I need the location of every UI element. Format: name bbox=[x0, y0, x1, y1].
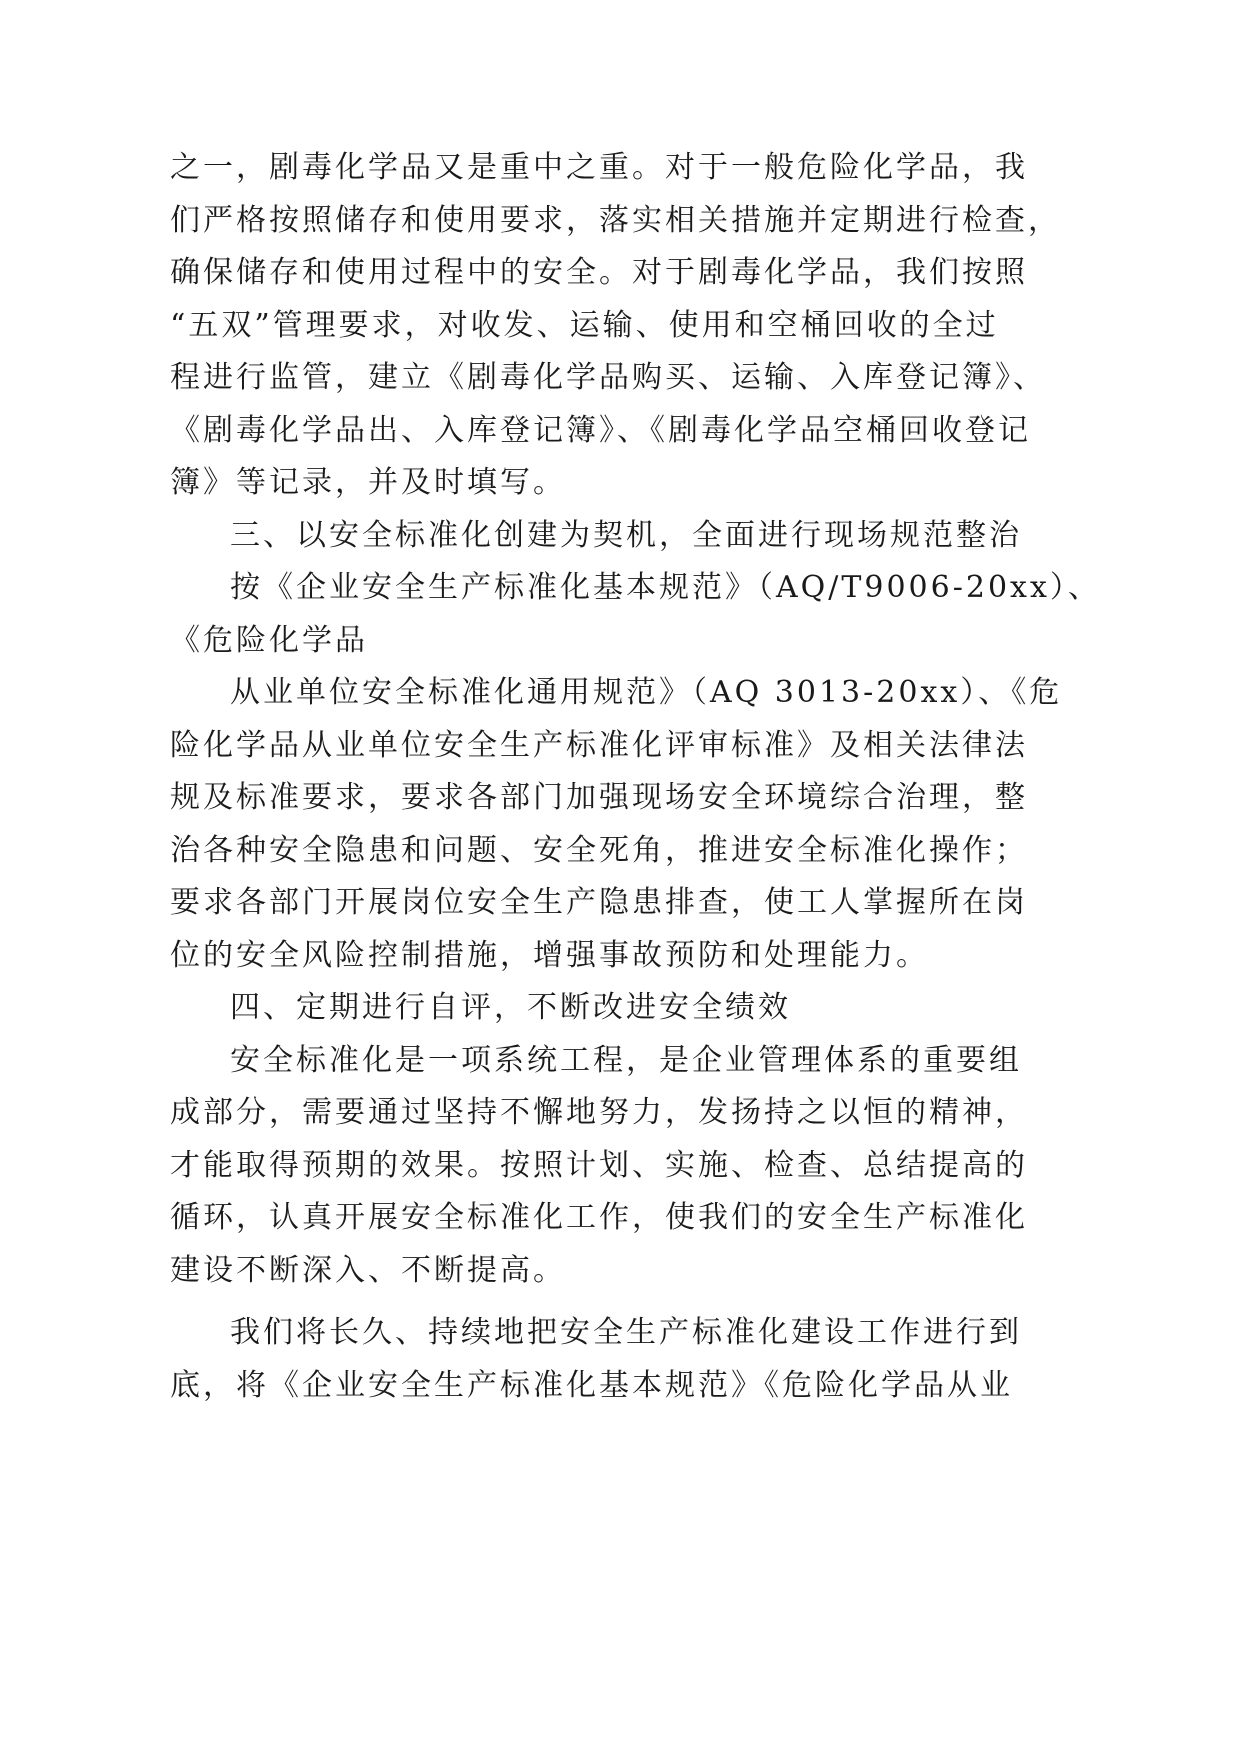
text-line: 我们将长久、持续地把安全生产标准化建设工作进行到 bbox=[230, 1315, 1022, 1350]
text-line: 按《企业安全生产标准化基本规范》（AQ/T9006-20xx）、 bbox=[230, 570, 1101, 605]
text-line: 治各种安全隐患和问题、安全死角，推进安全标准化操作； bbox=[170, 833, 1028, 868]
text-line: 确保储存和使用过程中的安全。对于剧毒化学品，我们按照 bbox=[170, 255, 1028, 290]
text-line: 安全标准化是一项系统工程，是企业管理体系的重要组 bbox=[230, 1043, 1022, 1078]
text-line: 成部分，需要通过坚持不懈地努力，发扬持之以恒的精神， bbox=[170, 1095, 1028, 1130]
text-line: “五双”管理要求，对收发、运输、使用和空桶回收的全过 bbox=[170, 308, 999, 343]
text-line: 底，将《企业安全生产标准化基本规范》《危险化学品从业 bbox=[170, 1368, 1013, 1403]
text-line: 之一，剧毒化学品又是重中之重。对于一般危险化学品，我 bbox=[170, 150, 1028, 185]
text-line: 循环，认真开展安全标准化工作，使我们的安全生产标准化 bbox=[170, 1200, 1028, 1235]
section-heading: 四、定期进行自评，不断改进安全绩效 bbox=[230, 990, 791, 1025]
text-line: 规及标准要求，要求各部门加强现场安全环境综合治理，整 bbox=[170, 780, 1028, 815]
text-line: 要求各部门开展岗位安全生产隐患排查，使工人掌握所在岗 bbox=[170, 885, 1028, 920]
text-line: 《危险化学品 bbox=[170, 623, 368, 658]
text-line: 建设不断深入、不断提高。 bbox=[170, 1253, 566, 1288]
text-line: 《剧毒化学品出、入库登记簿》、《剧毒化学品空桶回收登记 bbox=[170, 413, 1031, 448]
text-line: 才能取得预期的效果。按照计划、实施、检查、总结提高的 bbox=[170, 1148, 1028, 1183]
text-line: 们严格按照储存和使用要求，落实相关措施并定期进行检查， bbox=[170, 203, 1061, 238]
text-line: 簿》等记录，并及时填写。 bbox=[170, 465, 566, 500]
text-line: 从业单位安全标准化通用规范》（AQ 3013-20xx）、《危 bbox=[230, 675, 1063, 710]
section-heading: 三、以安全标准化创建为契机，全面进行现场规范整治 bbox=[230, 518, 1022, 553]
text-line: 位的安全风险控制措施，增强事故预防和处理能力。 bbox=[170, 938, 929, 973]
text-line: 险化学品从业单位安全生产标准化评审标准》及相关法律法 bbox=[170, 728, 1028, 763]
text-line: 程进行监管，建立《剧毒化学品购买、运输、入库登记簿》、 bbox=[170, 360, 1046, 395]
